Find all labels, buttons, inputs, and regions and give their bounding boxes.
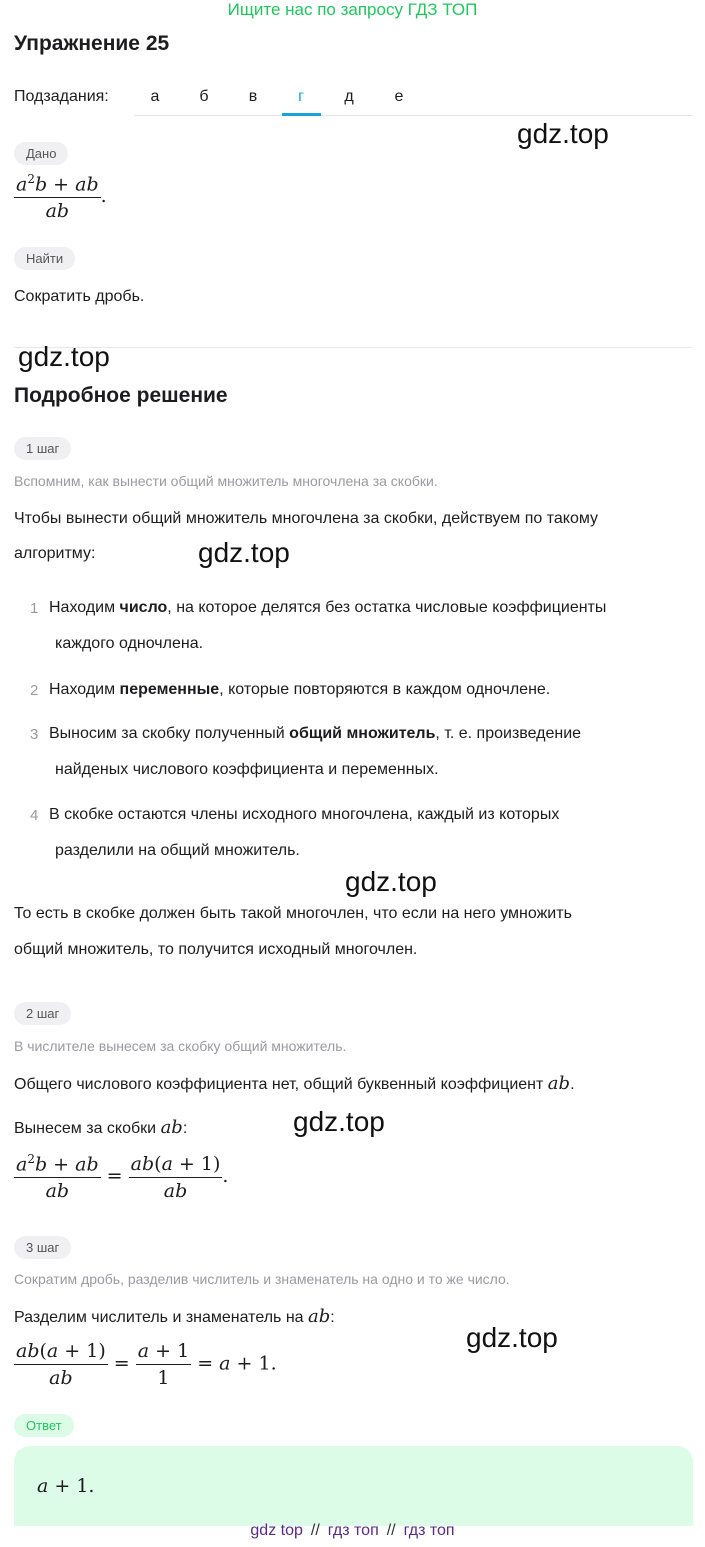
step3-chip: 3 шаг xyxy=(14,1236,71,1259)
step2-hint: В числителе вынесем за скобку общий множитель. xyxy=(14,1038,347,1054)
step3-line1: Разделим числитель и знаменатель на ab: xyxy=(14,1306,335,1327)
list-item-number: 2 xyxy=(30,682,39,699)
footer-link[interactable]: гдз топ xyxy=(327,1522,379,1539)
step1-outro-line1: То есть в скобке должен быть такой многочлен, что если на него умножить xyxy=(14,905,572,922)
list-item-number: 3 xyxy=(30,726,39,743)
tab-g[interactable]: г xyxy=(298,88,304,105)
step1-intro-line1: Чтобы вынести общий множитель многочлена за скобки, действуем по такому xyxy=(14,510,599,527)
watermark: gdz.top xyxy=(293,1106,385,1137)
footer-separator: // xyxy=(310,1522,320,1539)
footer-link[interactable]: gdz top xyxy=(250,1522,303,1539)
list-item: Находим число, на которое делятся без остатка числовые коэффициенты xyxy=(49,599,607,616)
tabs-divider xyxy=(134,115,693,116)
find-chip: Найти xyxy=(14,247,75,270)
step2-chip: 2 шаг xyxy=(14,1002,71,1025)
find-text: Сократить дробь. xyxy=(14,288,145,305)
watermark: gdz.top xyxy=(18,341,110,372)
page-title: Упражнение 25 xyxy=(14,32,170,55)
step1-intro-line2: алгоритму: xyxy=(14,545,96,562)
footer-links xyxy=(0,1522,705,1540)
list-item: Находим переменные, которые повторяются в каждом одночлене. xyxy=(49,681,551,698)
step2-line1: Общего числового коэффициента нет, общий буквенный коэффициент ab. xyxy=(14,1073,575,1094)
list-item: В скобке остаются члены исходного многочлена, каждый из которых xyxy=(49,806,560,823)
step1-chip: 1 шаг xyxy=(14,437,71,460)
section-divider xyxy=(14,347,693,348)
answer-chip: Ответ xyxy=(14,1414,74,1437)
answer-value: a + 1. xyxy=(37,1475,95,1497)
solution-title: Подробное решение xyxy=(14,384,228,407)
watermark: gdz.top xyxy=(198,537,290,568)
step3-hint: Сократим дробь, разделив числитель и знаменатель на одно и то же число. xyxy=(14,1271,510,1287)
footer-separator: // xyxy=(386,1522,396,1539)
step2-line2: Вынесем за скобки ab: xyxy=(14,1117,188,1138)
watermark: gdz.top xyxy=(466,1322,558,1353)
list-item-number: 1 xyxy=(30,600,39,617)
list-item: Выносим за скобку полученный общий множитель, т. е. произведение xyxy=(49,725,582,742)
step2-formula: $\frac{a^2b + ab}{ab}$ = $\frac{ab(a + 1)}{ab}$ . xyxy=(16,1152,229,1203)
top-banner: Ищите нас по запросу ГДЗ ТОП xyxy=(227,0,478,19)
list-item-line2: каждого одночлена. xyxy=(55,635,204,652)
tab-b[interactable]: б xyxy=(199,88,209,105)
list-item-line2: найденых числового коэффициента и переменных. xyxy=(55,761,439,778)
watermark: gdz.top xyxy=(517,118,609,149)
footer-link[interactable]: гдз топ xyxy=(403,1522,455,1539)
subtasks-label: Подзадания: xyxy=(14,88,109,105)
step3-formula: $\frac{ab(a + 1)}{ab}$ = $\frac{a + 1}{1}$ = a + 1. xyxy=(16,1340,277,1389)
tab-a[interactable]: а xyxy=(150,88,160,105)
step1-hint: Вспомним, как вынести общий множитель многочлена за скобки. xyxy=(14,473,438,489)
tab-v[interactable]: в xyxy=(248,88,258,105)
list-item-line2: разделили на общий множитель. xyxy=(55,842,300,859)
answer-box xyxy=(14,1446,693,1526)
given-chip: Дано xyxy=(14,142,68,165)
watermark: gdz.top xyxy=(345,866,437,897)
tab-e[interactable]: е xyxy=(394,88,404,105)
step1-outro-line2: общий множитель, то получится исходный многочлен. xyxy=(14,941,418,958)
given-fraction: $\frac{a^2b + ab}{ab}$ . xyxy=(16,172,107,223)
list-item-number: 4 xyxy=(30,807,39,824)
active-tab-indicator xyxy=(282,113,321,116)
tab-d[interactable]: д xyxy=(344,88,354,105)
